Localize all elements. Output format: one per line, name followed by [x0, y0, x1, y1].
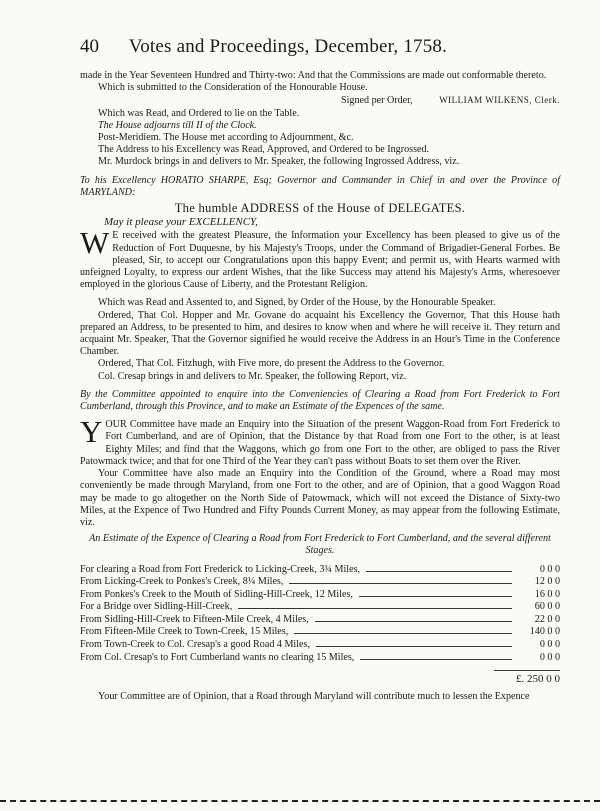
estimate-row — [80, 564, 560, 577]
estimate-row — [80, 652, 560, 665]
estimate-amount: 22 0 0 — [534, 613, 560, 625]
address-text: E received with the greatest Pleasure, the Information your Excellency has been pleased to give us of the Reduction of Fort Duquesne, by his Majesty's Troops, under the Command of Brigadier-General Forbes. Be pleased, Sir, to accept our Congratulations upon this happy Event; and permit us, with Hearts warmed with unfeigned Loyalty, to express our ardent Wishes, that the like Success may attend his Majesty's Arms, wheresoever employed in the glorious Cause of Liberty, and the Protestant Religion. — [80, 230, 560, 291]
estimate-amount: 16 0 0 — [534, 588, 560, 600]
paragraph: Which was Read and Assented to, and Signed, by Order of the House, by the Honourable Speaker. — [98, 297, 496, 309]
estimate-amount: 0 0 0 — [539, 563, 560, 575]
total-amount: £. 250 0 0 — [494, 670, 560, 685]
signed-per-order: Signed per Order, — [341, 95, 413, 107]
estimate-amount: 0 0 0 — [539, 639, 560, 651]
paragraph: Ordered, That Col. Fitzhugh, with Five more, do present the Address to the Governor. — [98, 358, 445, 370]
report-text: OUR Committee have made an Enquiry into the Situation of the present Waggon-Road from Fort Frederick to Fort Cumberland, and are of Opinion, that the Distance by that Road from one Fort to the other, is at least Eighty Miles; and find that the Waggons, which go from one Fort to the other, are obliged to pass the River Patowmack twice; and that for one Third of the Year they can't pass without Boats to set them over the River. — [80, 419, 560, 467]
estimate-row — [80, 614, 560, 627]
page-title: Votes and Proceedings, December, 1758. — [128, 36, 448, 57]
estimate-row — [80, 589, 560, 602]
estimate-label: From Town-Creek to Col. Cresap's a good Road 4 Miles, — [80, 639, 310, 651]
estimate-label: From Sidling-Hill-Creek to Fifteen-Mile Creek, 4 Miles, — [80, 613, 309, 625]
paragraph: Post-Meridiem. The House met according to Adjournment, &c. — [98, 132, 354, 144]
estimate-amount: 140 0 0 — [529, 626, 560, 638]
address-heading: The humble ADDRESS of the House of DELEGATES. — [174, 201, 466, 216]
page-bottom-edge — [0, 796, 600, 811]
page-number: 40 — [80, 36, 99, 57]
paragraph: Which was Read, and Ordered to lie on the Table. — [98, 107, 300, 119]
running-header — [80, 36, 600, 58]
report-paragraph — [80, 414, 560, 468]
estimate-row — [80, 626, 560, 639]
paragraph: Which is submitted to the Consideration of the Honourable House. — [98, 82, 368, 94]
drop-cap: W — [80, 225, 110, 261]
address-recipient: To his Excellency HORATIO SHARPE, Esq; Governor and Commander in Chief in and over the Province of MARYLAND: — [80, 174, 560, 198]
estimate-row — [80, 576, 560, 589]
paragraph: Col. Cresap brings in and delivers to Mr. Speaker, the following Report, viz. — [98, 370, 407, 382]
estimate-label: From Col. Cresap's to Fort Cumberland wants no clearing 15 Miles, — [80, 651, 355, 663]
estimate-amount: 12 0 0 — [534, 576, 560, 588]
estimate-label: For clearing a Road from Fort Frederick to Licking-Creek, 3¾ Miles, — [80, 563, 361, 575]
signature-line — [80, 94, 560, 107]
estimate-label: From Fifteen-Mile Creek to Town-Creek, 15 Miles, — [80, 626, 289, 638]
estimate-amount: 60 0 0 — [534, 601, 560, 613]
paragraph: Ordered, That Col. Hopper and Mr. Govane do acquaint his Excellency the Governor, That this House hath prepared an Address, to be presented to him, and desires to know when and where he will receive it. They return and acquaint Mr. Speaker, That the Governor signified he would receive the Address in an Hour's Time in the Conference Chamber. — [80, 309, 560, 358]
estimate-table — [80, 564, 560, 665]
paragraph: Your Committee have also made an Enquiry into the Condition of the Ground, where a Road may most conveniently be made through Maryland, from one Fort to the other, and are of Opinion, that a good Waggon Road may be made to go altogether on the North Side of Patowmack, which will not exceed the Distance of Sixty-two Miles, at the Expence of Two Hundred and Fifty Pounds Current Money, as may appear from the following Estimate, viz. — [80, 468, 560, 528]
estimate-row — [80, 601, 560, 614]
clerk-name: WILLIAM WILKENS, Clerk. — [439, 95, 560, 106]
estimate-label: For a Bridge over Sidling-Hill-Creek, — [80, 601, 233, 613]
paragraph: Your Committee are of Opinion, that a Road through Maryland will contribute much to lessen the Expence — [98, 691, 530, 703]
estimate-amount: 0 0 0 — [539, 651, 560, 663]
estimate-total — [80, 670, 560, 685]
estimate-label: From Ponkes's Creek to the Mouth of Sidling-Hill-Creek, 12 Miles, — [80, 588, 353, 600]
paragraph: The House adjourns till II of the Clock. — [98, 119, 257, 131]
estimate-row — [80, 639, 560, 652]
document-body — [80, 70, 560, 704]
paragraph: made in the Year Seventeen Hundred and Thirty-two: And that the Commissions are made out conformable thereto. — [80, 70, 547, 81]
salutation: May it please your EXCELLENCY, — [104, 216, 258, 229]
estimate-heading: An Estimate of the Expence of Clearing a Road from Fort Frederick to Fort Cumberland, and the several different Stages. — [89, 533, 551, 557]
address-paragraph — [80, 225, 560, 291]
drop-cap: Y — [80, 414, 103, 450]
paragraph: Mr. Murdock brings in and delivers to Mr. Speaker, the following Ingrossed Address, viz. — [98, 156, 460, 168]
committee-title: By the Committee appointed to enquire into the Conveniencies of Clearing a Road from Fort Frederick to Fort Cumberland, through this Province, and to make an Estimate of the Expences of the same. — [80, 388, 560, 413]
paragraph: The Address to his Excellency was Read, Approved, and Ordered to be Ingrossed. — [98, 144, 430, 156]
estimate-label: From Licking-Creek to Ponkes's Creek, 8¼ Miles, — [80, 576, 284, 588]
